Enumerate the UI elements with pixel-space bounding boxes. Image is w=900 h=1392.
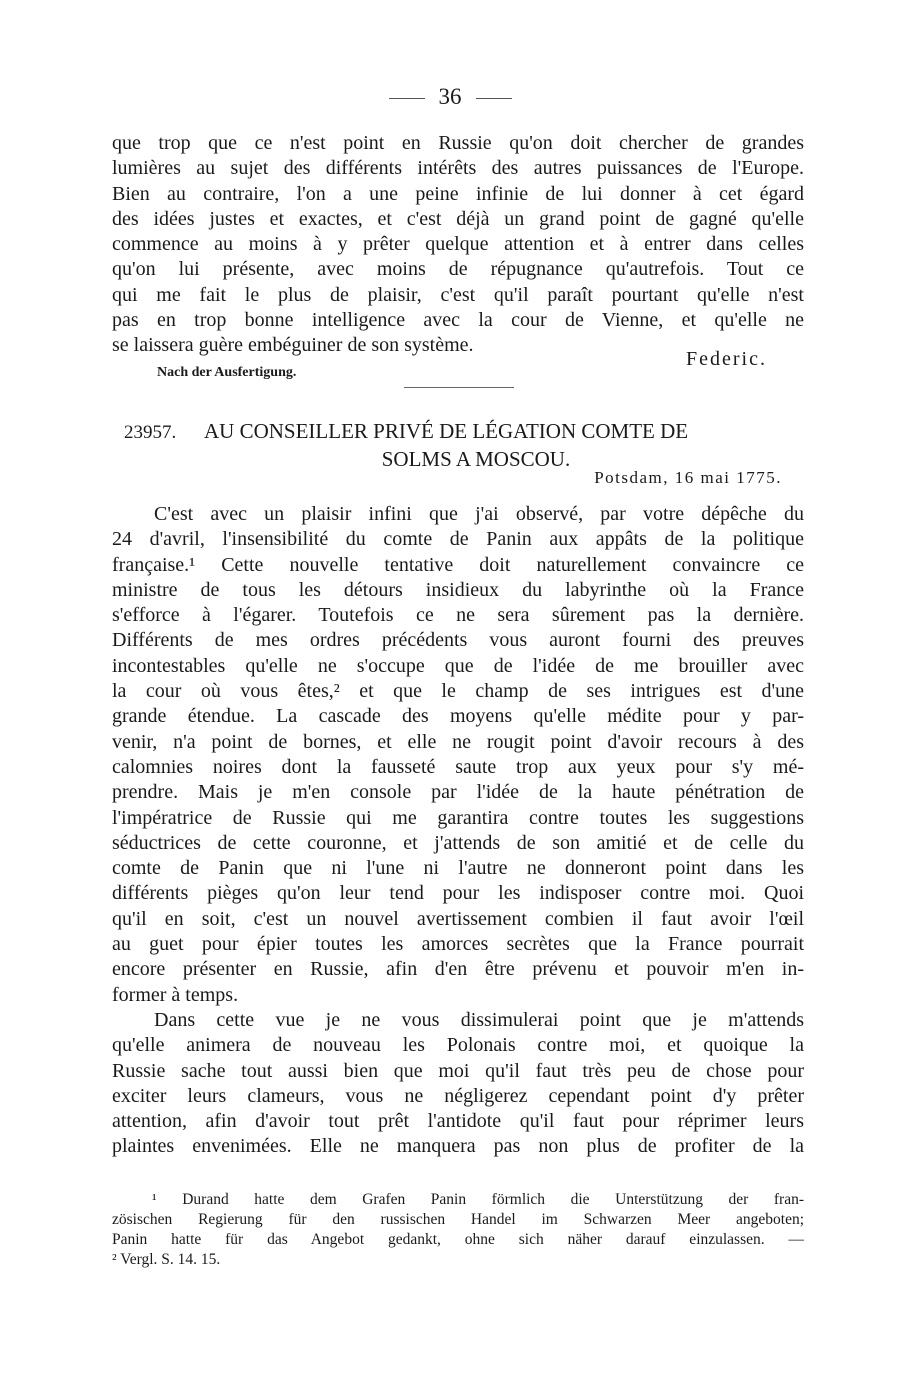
header-rule-left [389, 98, 425, 99]
text-line: calomnies noires dont la fausseté saute trop aux yeux pour s'y mé- [112, 755, 804, 778]
text-line: qu'il en soit, c'est un nouvel avertissement combien il faut avoir l'œil [112, 907, 804, 930]
text-line: la cour où vous êtes,² et que le champ de ses intrigues est d'une [112, 680, 804, 703]
text-line: former à temps. [112, 983, 239, 1006]
text-line: ministre de tous les détours insidieux du labyrinthe où la France [112, 578, 804, 601]
text-line: différents pièges qu'on leur tend pour les indisposer contre moi. Quoi [112, 882, 804, 905]
text-line: prendre. Mais je m'en console par l'idée de la haute pénétration de [112, 781, 804, 804]
text-line: au guet pour épier toutes les amorces secrètes que la France pourrait [112, 933, 804, 956]
text-line: 24 d'avril, l'insensibilité du comte de Panin aux appâts de la politique [112, 528, 804, 551]
text-line: grande étendue. La cascade des moyens qu'elle médite pour y par- [112, 705, 804, 728]
text-line: s'efforce à l'égarer. Toutefois ce ne sera sûrement pas la dernière. [112, 604, 804, 627]
section-divider [404, 387, 514, 388]
source-note: Nach der Ausfertigung. [157, 365, 297, 380]
footnote-line: Panin hatte für das Angebot gedankt, ohne sich näher darauf einzulassen. — [112, 1231, 804, 1248]
text-line: Dans cette vue je ne vous dissimulerai point que je m'attends [154, 1008, 804, 1031]
text-line: française.¹ Cette nouvelle tentative doit naturellement convaincre ce [112, 553, 804, 576]
text-line: Russie sache tout aussi bien que moi qu'il faut très peu de chose pour [112, 1059, 804, 1082]
letter-heading [112, 418, 804, 472]
text-line: attention, afin d'avoir tout prêt l'antidote qu'il faut pour réprimer leurs [112, 1110, 804, 1133]
text-line: encore présenter en Russie, afin d'en être prévenu et pouvoir m'en in- [112, 958, 804, 981]
page-header [0, 84, 900, 110]
text-line: lumières au sujet des différents intérêts des autres puissances de l'Europe. [112, 157, 804, 180]
dateline: Potsdam, 16 mai 1775. [594, 468, 782, 487]
text-line: l'impératrice de Russie qui me garantira contre toutes les suggestions [112, 806, 804, 829]
footnote-line: ¹ Durand hatte dem Grafen Panin förmlich die Unterstützung der fran- [152, 1191, 804, 1208]
footnote-line: ² Vergl. S. 14. 15. [112, 1251, 221, 1268]
header-rule-right [476, 98, 512, 99]
previous-letter-body [112, 131, 804, 359]
text-line: incontestables qu'elle ne s'occupe que de l'idée de me brouiller avec [112, 654, 804, 677]
signature: Federic. [686, 348, 767, 370]
letter-number: 23957. [124, 422, 177, 443]
text-line: des idées justes et exactes, et c'est déjà un grand point de gagné qu'elle [112, 207, 804, 230]
text-line: séductrices de cette couronne, et j'attends de son amitié et de celle du [112, 831, 804, 854]
text-line: qu'elle animera de nouveau les Polonais contre moi, et quoique la [112, 1034, 804, 1057]
text-line: C'est avec un plaisir infini que j'ai observé, par votre dépêche du [154, 503, 804, 525]
text-line: que trop que ce n'est point en Russie qu'on doit chercher de grandes [112, 132, 804, 154]
text-line: pas en trop bonne intelligence avec la cour de Vienne, et qu'elle ne [112, 309, 804, 332]
text-line: comte de Panin que ni l'une ni l'autre ne donneront point dans les [112, 857, 804, 880]
text-line: Différents de mes ordres précédents vous auront fourni des preuves [112, 629, 804, 652]
text-line: Bien au contraire, l'on a une peine infinie de lui donner à cet égard [112, 182, 804, 205]
text-line: commence au moins à y prêter quelque attention et à entrer dans celles [112, 233, 804, 256]
text-line: qui me fait le plus de plaisir, c'est qu'il paraît pourtant qu'elle n'est [112, 283, 804, 306]
text-line: exciter leurs clameurs, vous ne négligerez cependant point d'y prêter [112, 1084, 804, 1107]
footnote-line: zösischen Regierung für den russischen Handel im Schwarzen Meer angeboten; [112, 1211, 804, 1228]
text-line: qu'on lui présente, avec moins de répugnance qu'autrefois. Tout ce [112, 258, 804, 281]
footnotes [112, 1190, 804, 1270]
letter-title-line1: AU CONSEILLER PRIVÉ DE LÉGATION COMTE DE [204, 419, 689, 443]
text-line: plaintes envenimées. Elle ne manquera pas non plus de profiter de la [112, 1135, 804, 1158]
letter-body [112, 502, 804, 1160]
letter-title-line2: SOLMS A MOSCOU. [381, 447, 571, 471]
text-line: venir, n'a point de bornes, et elle ne rougit point d'avoir recours à des [112, 730, 804, 753]
text-line: se laissera guère embéguiner de son système. [112, 334, 474, 357]
page-number: 36 [438, 84, 462, 109]
